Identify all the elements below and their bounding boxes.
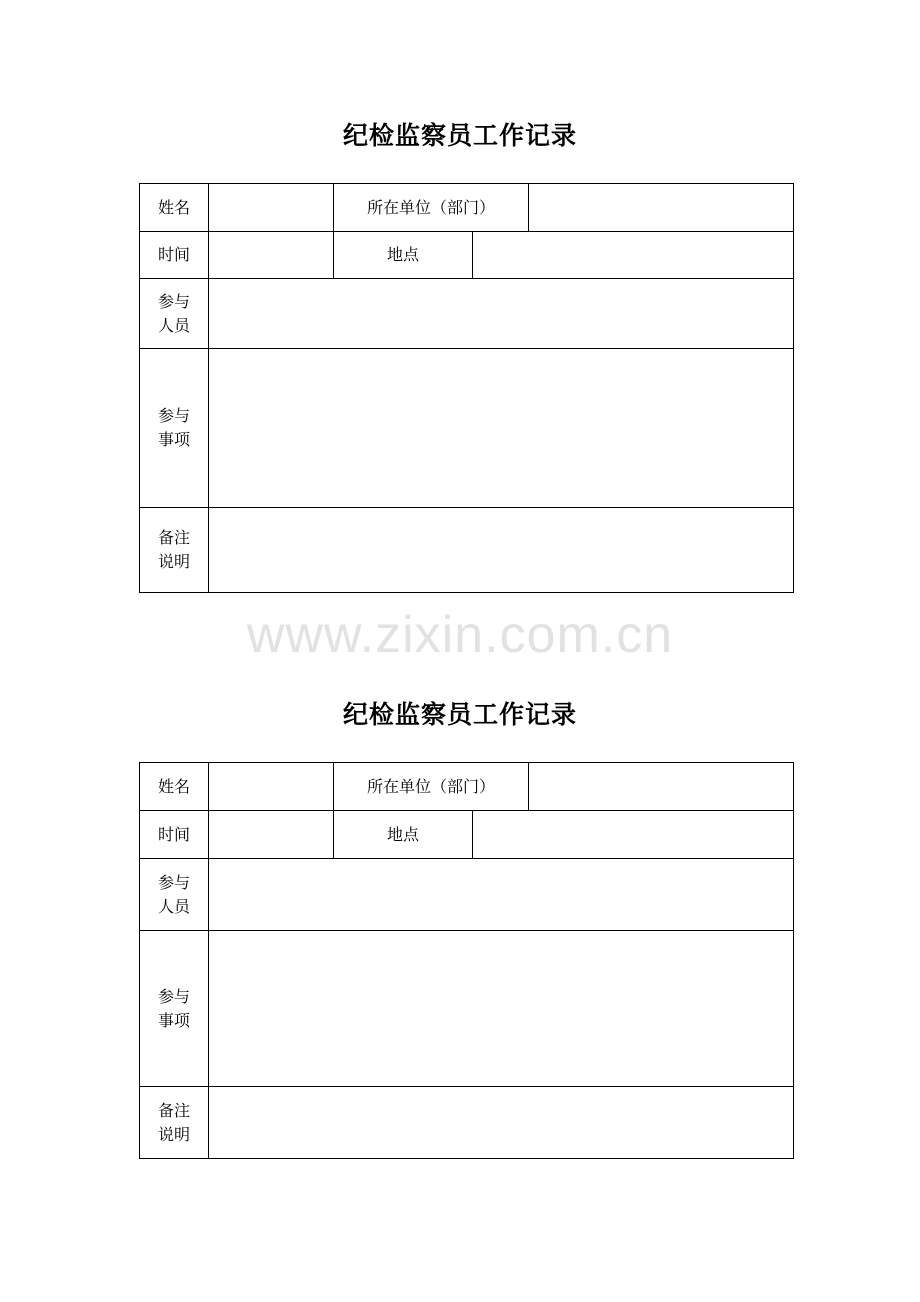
form-title: 纪检监察员工作记录 xyxy=(342,121,577,150)
location-field[interactable] xyxy=(473,232,794,279)
matters-label xyxy=(140,931,209,1087)
matters-field[interactable] xyxy=(209,349,794,508)
matters-label xyxy=(140,349,209,508)
name-field[interactable] xyxy=(209,184,334,232)
row-matters xyxy=(140,931,794,1087)
participants-label xyxy=(140,859,209,931)
unit-label: 所在单位（部门） xyxy=(334,184,529,232)
participants-label xyxy=(140,279,209,349)
location-field[interactable] xyxy=(473,811,794,859)
time-field[interactable] xyxy=(209,811,334,859)
name-label: 姓名 xyxy=(140,184,209,232)
time-field[interactable] xyxy=(209,232,334,279)
record-table xyxy=(139,762,794,1159)
row-remarks xyxy=(140,508,794,593)
row-remarks xyxy=(140,1087,794,1159)
watermark: www.zixin.com.cn xyxy=(246,606,674,664)
name-field[interactable] xyxy=(209,763,334,811)
unit-field[interactable] xyxy=(529,184,794,232)
unit-label: 所在单位（部门） xyxy=(334,763,529,811)
participants-field[interactable] xyxy=(209,279,794,349)
location-label: 地点 xyxy=(334,811,473,859)
participants-label-line2: 人员 xyxy=(157,896,190,916)
participants-label-line1: 参与 xyxy=(157,291,190,311)
participants-field[interactable] xyxy=(209,859,794,931)
participants-label-line1: 参与 xyxy=(157,872,190,892)
remarks-label xyxy=(140,1087,209,1159)
time-label: 时间 xyxy=(140,811,209,859)
row-matters xyxy=(140,349,794,508)
remarks-label-line1: 备注 xyxy=(157,528,190,547)
time-label: 时间 xyxy=(140,232,209,279)
remarks-label-line2: 说明 xyxy=(157,552,190,571)
remarks-label xyxy=(140,508,209,593)
remarks-label-line2: 说明 xyxy=(157,1124,190,1144)
participants-label-line2: 人员 xyxy=(157,315,190,335)
remarks-field[interactable] xyxy=(209,508,794,593)
matters-field[interactable] xyxy=(209,931,794,1087)
row-participants xyxy=(140,859,794,931)
name-label: 姓名 xyxy=(140,763,209,811)
record-table xyxy=(139,183,794,593)
matters-label-line2: 事项 xyxy=(157,430,190,449)
remarks-label-line1: 备注 xyxy=(157,1100,190,1120)
unit-field[interactable] xyxy=(529,763,794,811)
row-time xyxy=(140,232,794,279)
row-time xyxy=(140,811,794,859)
remarks-field[interactable] xyxy=(209,1087,794,1159)
matters-label-line1: 参与 xyxy=(157,406,190,425)
row-name xyxy=(140,763,794,811)
location-label: 地点 xyxy=(334,232,473,279)
form-title: 纪检监察员工作记录 xyxy=(342,700,577,729)
row-participants xyxy=(140,279,794,349)
matters-label-line2: 事项 xyxy=(157,1010,190,1030)
matters-label-line1: 参与 xyxy=(157,986,190,1006)
row-name xyxy=(140,184,794,232)
